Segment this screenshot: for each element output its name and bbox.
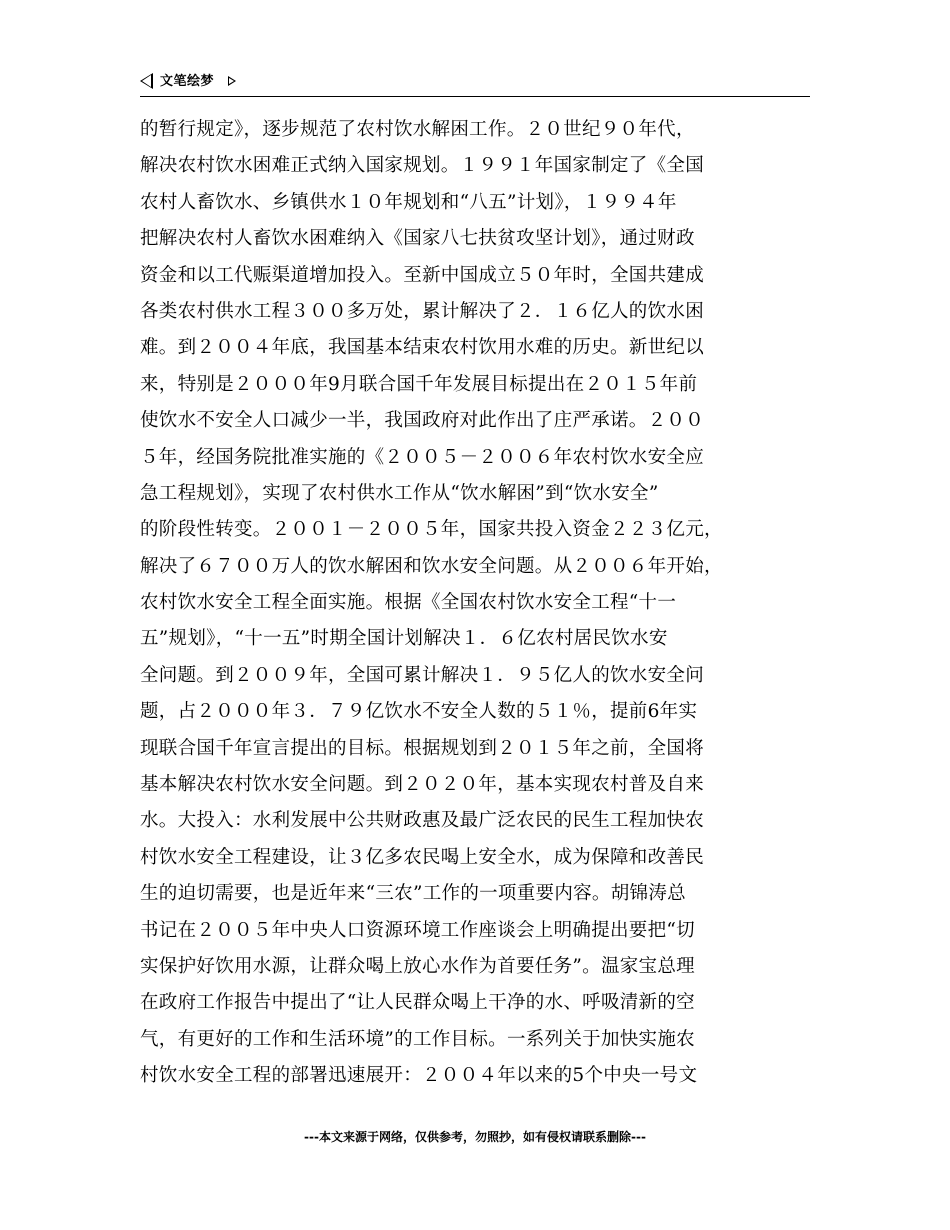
- text-line: 把解决农村人畜饮水困难纳入《国家八七扶贫攻坚计划》，通过财政: [140, 228, 695, 250]
- text-line: 的暂行规定》，逐步规范了农村饮水解困工作。２０世纪９０年代，: [140, 119, 695, 140]
- page-header: [140, 70, 810, 97]
- text-line: 书记在２００５年中央人口资源环境工作座谈会上明确提出要把“切: [140, 919, 695, 941]
- header-brand: 文笔绘梦: [160, 74, 215, 89]
- text-line: 解决农村饮水困难正式纳入国家规划。１９９１年国家制定了《全国: [140, 155, 705, 177]
- text-line: 实保护好饮用水源，让群众喝上放心水作为首要任务”。温家宝总理: [140, 955, 695, 977]
- text-line: 题，占２０００年３．７９亿饮水不安全人数的５１％，提前6年实: [140, 701, 698, 723]
- text-line: 在政府工作报告中提出了“让人民群众喝上干净的水、呼吸清新的空: [140, 992, 695, 1014]
- text-line: 全问题。到２００９年，全国可累计解决１．９５亿人的饮水安全问: [140, 664, 705, 686]
- text-line: 生的迫切需要，也是近年来“三农”工作的一项重要内容。胡锦涛总: [140, 883, 686, 905]
- text-line: 农村饮水安全工程全面实施。根据《全国农村饮水安全工程“十一: [140, 592, 677, 614]
- body-text: [140, 112, 812, 1095]
- text-line: 急工程规划》，实现了农村供水工作从“饮水解困”到“饮水安全”: [140, 482, 659, 504]
- triangle-right-icon: [228, 76, 236, 86]
- text-line: 使饮水不安全人口减少一半，我国政府对此作出了庄严承诺。２００: [140, 410, 705, 432]
- text-line: 村饮水安全工程建设，让３亿多农民喝上安全水，成为保障和改善民: [140, 846, 705, 868]
- text-line: 水。大投入：水利发展中公共财政惠及最广泛农民的民生工程加快农: [140, 810, 705, 832]
- text-line: 解决了６７００万人的饮水解困和饮水安全问题。从２００６年开始，: [140, 555, 723, 577]
- text-line: 难。到２００４年底，我国基本结束农村饮用水难的历史。新世纪以: [140, 337, 705, 359]
- triangle-left-icon: [140, 73, 153, 89]
- text-line: 资金和以工代赈渠道增加投入。至新中国成立５０年时，全国共建成: [140, 264, 705, 286]
- footer-notice: ---本文来源于网络，仅供参考，勿照抄，如有侵权请联系删除---: [304, 1130, 646, 1144]
- text-line: 农村人畜饮水、乡镇供水１０年规划和“八五”计划》，１９９４年: [140, 191, 677, 213]
- text-line: 五”规划》，“十一五”时期全国计划解决１．６亿农村居民饮水安: [140, 628, 668, 650]
- text-line: 的阶段性转变。２００１－２００５年，国家共投入资金２２３亿元，: [140, 519, 723, 541]
- text-line: 基本解决农村饮水安全问题。到２０２０年，基本实现农村普及自来: [140, 774, 705, 796]
- text-line: 现联合国千年宣言提出的目标。根据规划到２０１５年之前，全国将: [140, 737, 705, 759]
- text-line: 来，特别是２０００年9月联合国千年发展目标提出在２０１５年前: [140, 373, 698, 395]
- text-line: 气，有更好的工作和生活环境”的工作目标。一系列关于加快实施农: [140, 1028, 695, 1050]
- text-line: ５年，经国务院批准实施的《２００５－２００６年农村饮水安全应: [140, 446, 705, 468]
- text-line: 村饮水安全工程的部署迅速展开：２００４年以来的5个中央一号文: [140, 1065, 698, 1087]
- text-line: 各类农村供水工程３００多万处，累计解决了２．１６亿人的饮水困: [140, 300, 705, 322]
